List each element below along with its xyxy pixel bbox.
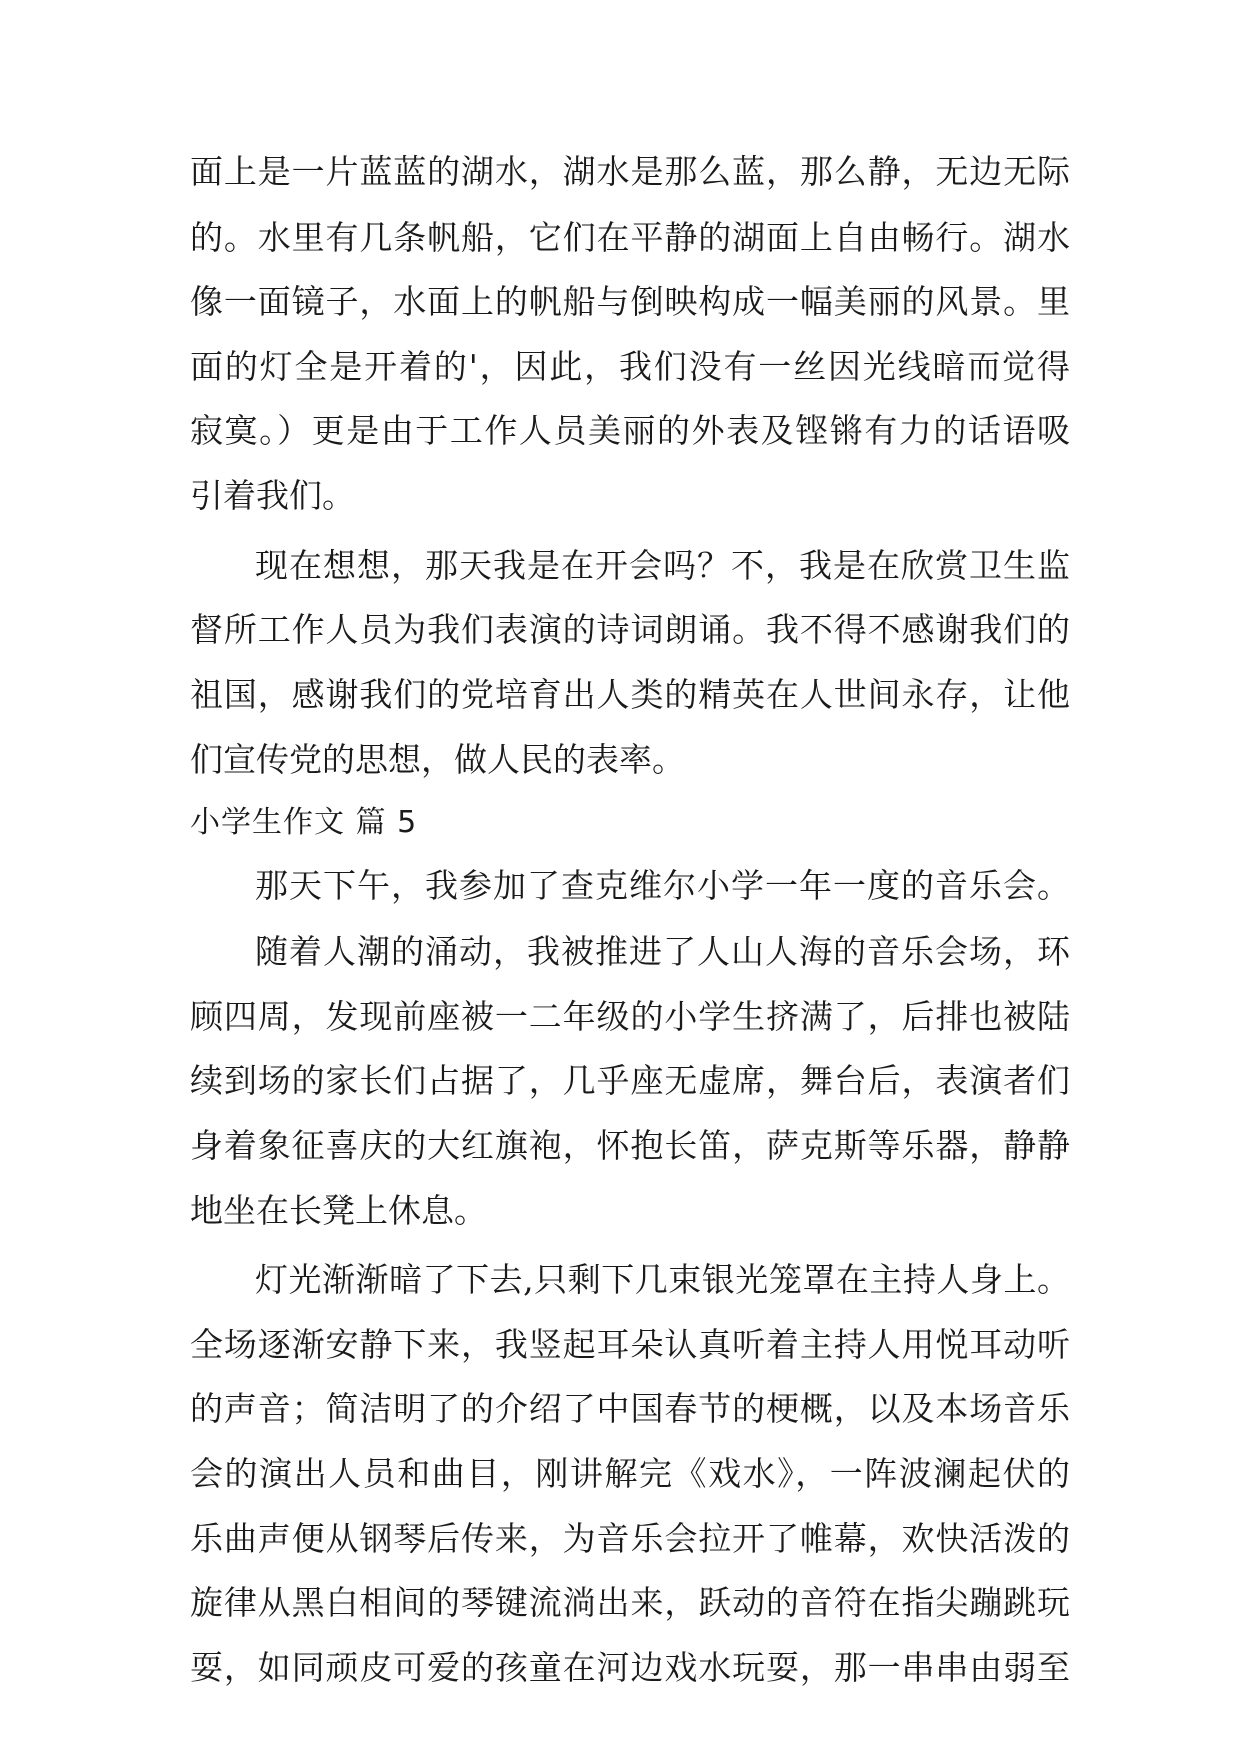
paragraph-first-line: 随着人潮的涌动，我被推进了人山人海的音乐会场，环 [255, 932, 1070, 971]
paragraph-first-line: 那天下午，我参加了查克维尔小学一年一度的音乐会。 [255, 866, 1070, 905]
text-line: 地坐在长凳上休息。 [190, 1191, 487, 1230]
text-line: 续到场的家长们占据了，几乎座无虚席，舞台后，表演者们 [190, 1061, 1070, 1100]
text-line: 全场逐渐安静下来，我竖起耳朵认真听着主持人用悦耳动听 [190, 1325, 1070, 1364]
text-line: 的声音；简洁明了的介绍了中国春节的梗概，以及本场音乐 [190, 1389, 1070, 1428]
text-line: 的。水里有几条帆船，它们在平静的湖面上自由畅行。湖水 [190, 218, 1070, 257]
section-heading: 小学生作文 篇 5 [190, 805, 418, 840]
text-line: 身着象征喜庆的大红旗袍，怀抱长笛，萨克斯等乐器，静静 [190, 1126, 1070, 1165]
paragraph-first-line: 灯光渐渐暗了下去,只剩下几束银光笼罩在主持人身上。 [255, 1260, 1070, 1299]
text-line: 像一面镜子，水面上的帆船与倒映构成一幅美丽的风景。里 [190, 282, 1070, 321]
text-line: 面上是一片蓝蓝的湖水，湖水是那么蓝，那么静，无边无际 [190, 152, 1070, 191]
text-line: 引着我们。 [190, 476, 355, 515]
text-line: 面的灯全是开着的'，因此，我们没有一丝因光线暗而觉得 [190, 347, 1070, 386]
text-line: 们宣传党的思想，做人民的表率。 [190, 740, 685, 779]
text-line: 耍，如同顽皮可爱的孩童在河边戏水玩耍，那一串串由弱至 [190, 1648, 1070, 1687]
text-line: 旋律从黑白相间的琴键流淌出来，跃动的音符在指尖蹦跳玩 [190, 1583, 1070, 1622]
text-line: 祖国，感谢我们的党培育出人类的精英在人世间永存，让他 [190, 675, 1070, 714]
text-line: 乐曲声便从钢琴后传来，为音乐会拉开了帷幕，欢快活泼的 [190, 1519, 1070, 1558]
text-line: 督所工作人员为我们表演的诗词朗诵。我不得不感谢我们的 [190, 610, 1070, 649]
text-line: 寂寞。）更是由于工作人员美丽的外表及铿锵有力的话语吸 [190, 411, 1070, 450]
text-line: 会的演出人员和曲目，刚讲解完《戏水》，一阵波澜起伏的 [190, 1454, 1070, 1493]
paragraph-first-line: 现在想想，那天我是在开会吗？不，我是在欣赏卫生监 [255, 546, 1070, 585]
text-line: 顾四周，发现前座被一二年级的小学生挤满了，后排也被陆 [190, 997, 1070, 1036]
